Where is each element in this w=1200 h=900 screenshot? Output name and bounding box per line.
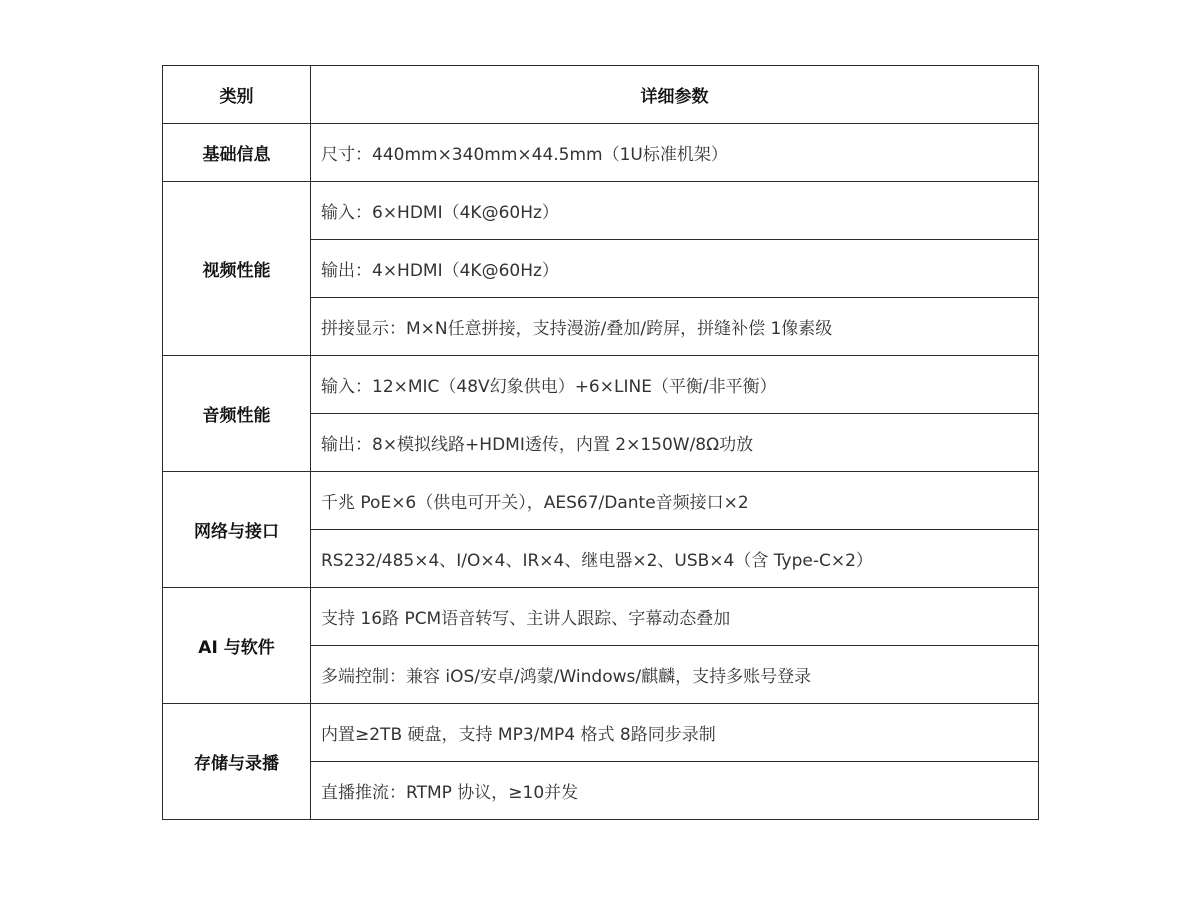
detail-cell: 千兆 PoE×6（供电可开关），AES67/Dante音频接口×2 <box>311 472 1039 530</box>
spec-table <box>162 65 1039 820</box>
detail-cell: 拼接显示：M×N任意拼接，支持漫游/叠加/跨屏，拼缝补偿 1像素级 <box>311 298 1039 356</box>
table-row <box>163 588 1039 646</box>
category-cell: AI 与软件 <box>163 588 311 704</box>
detail-cell: 尺寸：440mm×340mm×44.5mm（1U标准机架） <box>311 124 1039 182</box>
detail-cell: 多端控制：兼容 iOS/安卓/鸿蒙/Windows/麒麟，支持多账号登录 <box>311 646 1039 704</box>
header-category: 类别 <box>163 66 311 124</box>
detail-cell: RS232/485×4、I/O×4、IR×4、继电器×2、USB×4（含 Type-C×2） <box>311 530 1039 588</box>
detail-cell: 内置≥2TB 硬盘，支持 MP3/MP4 格式 8路同步录制 <box>311 704 1039 762</box>
detail-cell: 输出：8×模拟线路+HDMI透传，内置 2×150W/8Ω功放 <box>311 414 1039 472</box>
header-details: 详细参数 <box>311 66 1039 124</box>
table-row <box>163 182 1039 240</box>
detail-cell: 输入：12×MIC（48V幻象供电）+6×LINE（平衡/非平衡） <box>311 356 1039 414</box>
table-row <box>163 472 1039 530</box>
table-row <box>163 356 1039 414</box>
category-cell: 存储与录播 <box>163 704 311 820</box>
header-row <box>163 66 1039 124</box>
category-cell: 音频性能 <box>163 356 311 472</box>
table-row <box>163 124 1039 182</box>
table-row <box>163 704 1039 762</box>
detail-cell: 输入：6×HDMI（4K@60Hz） <box>311 182 1039 240</box>
category-cell: 网络与接口 <box>163 472 311 588</box>
detail-cell: 输出：4×HDMI（4K@60Hz） <box>311 240 1039 298</box>
category-cell: 基础信息 <box>163 124 311 182</box>
category-cell: 视频性能 <box>163 182 311 356</box>
detail-cell: 支持 16路 PCM语音转写、主讲人跟踪、字幕动态叠加 <box>311 588 1039 646</box>
detail-cell: 直播推流：RTMP 协议，≥10并发 <box>311 762 1039 820</box>
